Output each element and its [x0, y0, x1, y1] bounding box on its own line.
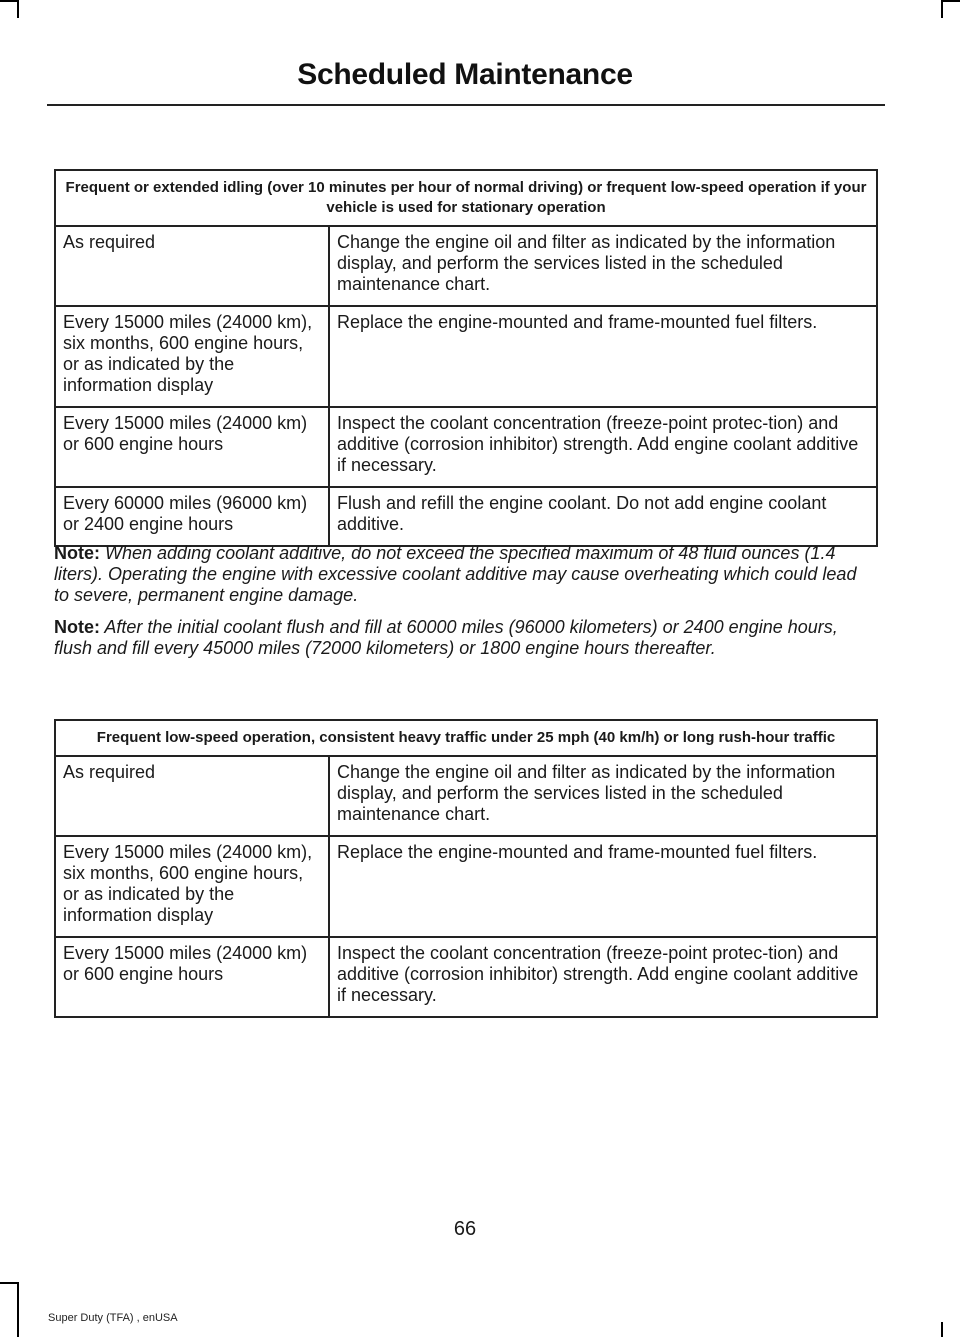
crop-mark [943, 0, 960, 2]
table-row [55, 937, 877, 1017]
table-row [55, 487, 877, 546]
interval-cell: Every 15000 miles (24000 km), six months, 600 engine hours, or as indicated by the information display [55, 306, 329, 407]
crop-mark [0, 1282, 17, 1284]
action-cell: Inspect the coolant concentration (freeze-point protec-tion) and additive (corrosion inhibitor) strength. Add engine coolant additive if necessary. [329, 407, 877, 487]
crop-mark [941, 0, 943, 18]
table-header: Frequent low-speed operation, consistent heavy traffic under 25 mph (40 km/h) or long rush-hour traffic [55, 720, 877, 756]
maintenance-table-idling [54, 169, 878, 547]
interval-cell: Every 15000 miles (24000 km) or 600 engine hours [55, 407, 329, 487]
page-number: 66 [453, 1218, 477, 1240]
maintenance-table-low-speed [54, 719, 878, 1018]
note-label: Note: [54, 543, 100, 563]
interval-cell: Every 15000 miles (24000 km) or 600 engine hours [55, 937, 329, 1017]
interval-cell: As required [55, 226, 329, 306]
crop-mark [17, 0, 19, 18]
interval-cell: Every 60000 miles (96000 km) or 2400 engine hours [55, 487, 329, 546]
table-row [55, 407, 877, 487]
note-coolant-flush [54, 617, 874, 659]
note-coolant-additive [54, 543, 874, 606]
note-text: After the initial coolant flush and fill at 60000 miles (96000 kilometers) or 2400 engine hours, flush and fill every 45000 miles (72000 kilometers) or 1800 engine hours thereafter. [54, 617, 838, 658]
note-text: When adding coolant additive, do not exceed the specified maximum of 48 fluid ounces (1.4 liters). Operating the engine with excessive coolant additive may cause overheating which could lead to severe, permanent engine damage. [54, 543, 857, 605]
interval-cell: As required [55, 756, 329, 836]
action-cell: Flush and refill the engine coolant. Do not add engine coolant additive. [329, 487, 877, 546]
table-row [55, 306, 877, 407]
note-label: Note: [54, 617, 100, 637]
action-cell: Change the engine oil and filter as indicated by the information display, and perform the services listed in the scheduled maintenance chart. [329, 756, 877, 836]
title-divider [47, 104, 885, 106]
crop-mark [0, 0, 17, 2]
notes-section [54, 543, 874, 670]
action-cell: Inspect the coolant concentration (freeze-point protec-tion) and additive (corrosion inhibitor) strength. Add engine coolant additive if necessary. [329, 937, 877, 1017]
table-header-row [55, 720, 877, 756]
action-cell: Replace the engine-mounted and frame-mounted fuel filters. [329, 306, 877, 407]
interval-cell: Every 15000 miles (24000 km), six months, 600 engine hours, or as indicated by the information display [55, 836, 329, 937]
page-title: Scheduled Maintenance [297, 58, 633, 91]
table-header: Frequent or extended idling (over 10 minutes per hour of normal driving) or frequent low-speed operation if your vehicle is used for stationary operation [55, 170, 877, 226]
footer-text: Super Duty (TFA) , enUSA [48, 1312, 178, 1324]
table-row [55, 756, 877, 836]
table-row [55, 226, 877, 306]
action-cell: Change the engine oil and filter as indicated by the information display, and perform the services listed in the scheduled maintenance chart. [329, 226, 877, 306]
action-cell: Replace the engine-mounted and frame-mounted fuel filters. [329, 836, 877, 937]
table-header-row [55, 170, 877, 226]
crop-mark [17, 1282, 19, 1337]
crop-mark [941, 1322, 943, 1337]
table-row [55, 836, 877, 937]
